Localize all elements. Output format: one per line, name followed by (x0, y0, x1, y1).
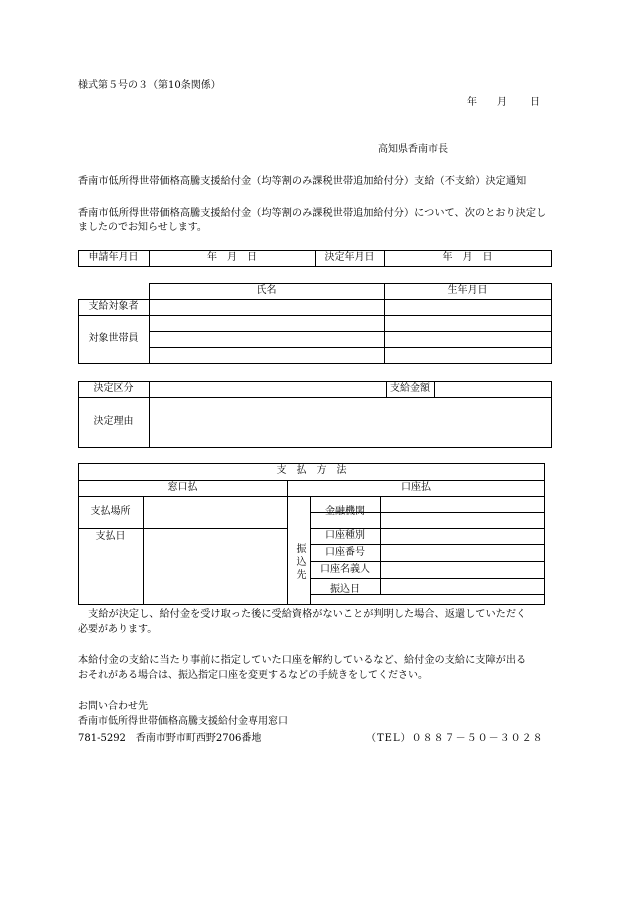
contact-heading: お問い合わせ先 (78, 701, 148, 712)
refund-note-line-2: 必要があります。 (78, 624, 158, 635)
decision-date-value: 年 月 日 (442, 252, 493, 263)
payment-place-label: 支払場所 (90, 506, 131, 517)
date-year: 年 (467, 97, 477, 108)
payment-date-label: 支払日 (95, 531, 126, 542)
date-day: 日 (530, 97, 540, 108)
contact-tel: （TEL）０８８７－５０－３０２８ (366, 733, 544, 744)
transfer-destination-label: 振込先 (294, 543, 305, 582)
application-date-label: 申請年月日 (88, 252, 139, 263)
name-column-header: 氏名 (256, 285, 277, 296)
transfer-date-label: 振込日 (330, 584, 360, 595)
intro-line-2: ましたのでお知らせします。 (78, 222, 207, 233)
form-number: 様式第５号の３（第10条関係） (78, 80, 221, 91)
intro-line-1: 香南市低所得世帯価格高騰支援給付金（均等割のみ課税世帯追加給付分）について、次のとおり決定し (78, 208, 547, 219)
account-note-line-2: おそれがある場合は、振込指定口座を変更するなどの手続きをしてください。 (78, 670, 428, 681)
recipient-row-label: 支給対象者 (88, 301, 139, 312)
account-type-label: 口座種別 (325, 530, 365, 541)
household-row-label: 対象世帯員 (88, 333, 139, 344)
refund-note-line-1: 支給が決定し、給付金を受け取った後に受給資格がないことが判明した場合、返還していただく (78, 609, 527, 620)
page-title: 香南市低所得世帯価格高騰支援給付金（均等割のみ課税世帯追加給付分）支給（不支給）決定通知 (78, 176, 527, 187)
account-note-line-1: 本給付金の支給に当たり事前に指定していた口座を解約しているなど、給付金の支給に支障が出る (78, 655, 527, 666)
account-payment-header: 口座払 (401, 482, 431, 493)
issuer: 高知県香南市長 (378, 144, 448, 155)
account-holder-label: 口座名義人 (320, 564, 370, 575)
decision-date-label: 決定年月日 (324, 252, 375, 263)
bank-label: 金融機関 (325, 506, 365, 517)
contact-office: 香南市低所得世帯価格高騰支援給付金専用窓口 (78, 716, 288, 727)
decision-type-label: 決定区分 (93, 383, 134, 394)
reason-label: 決定理由 (93, 416, 134, 427)
birth-date-column-header: 生年月日 (447, 285, 488, 296)
application-date-value: 年 月 日 (207, 252, 257, 263)
amount-label: 支給金額 (390, 383, 430, 394)
contact-address: 781-5292 香南市野市町西野2706番地 (78, 733, 262, 744)
counter-payment-header: 窓口払 (167, 482, 198, 493)
payment-method-title: 支 払 方 法 (276, 465, 347, 476)
date-month: 月 (497, 97, 507, 108)
account-number-label: 口座番号 (325, 547, 365, 558)
